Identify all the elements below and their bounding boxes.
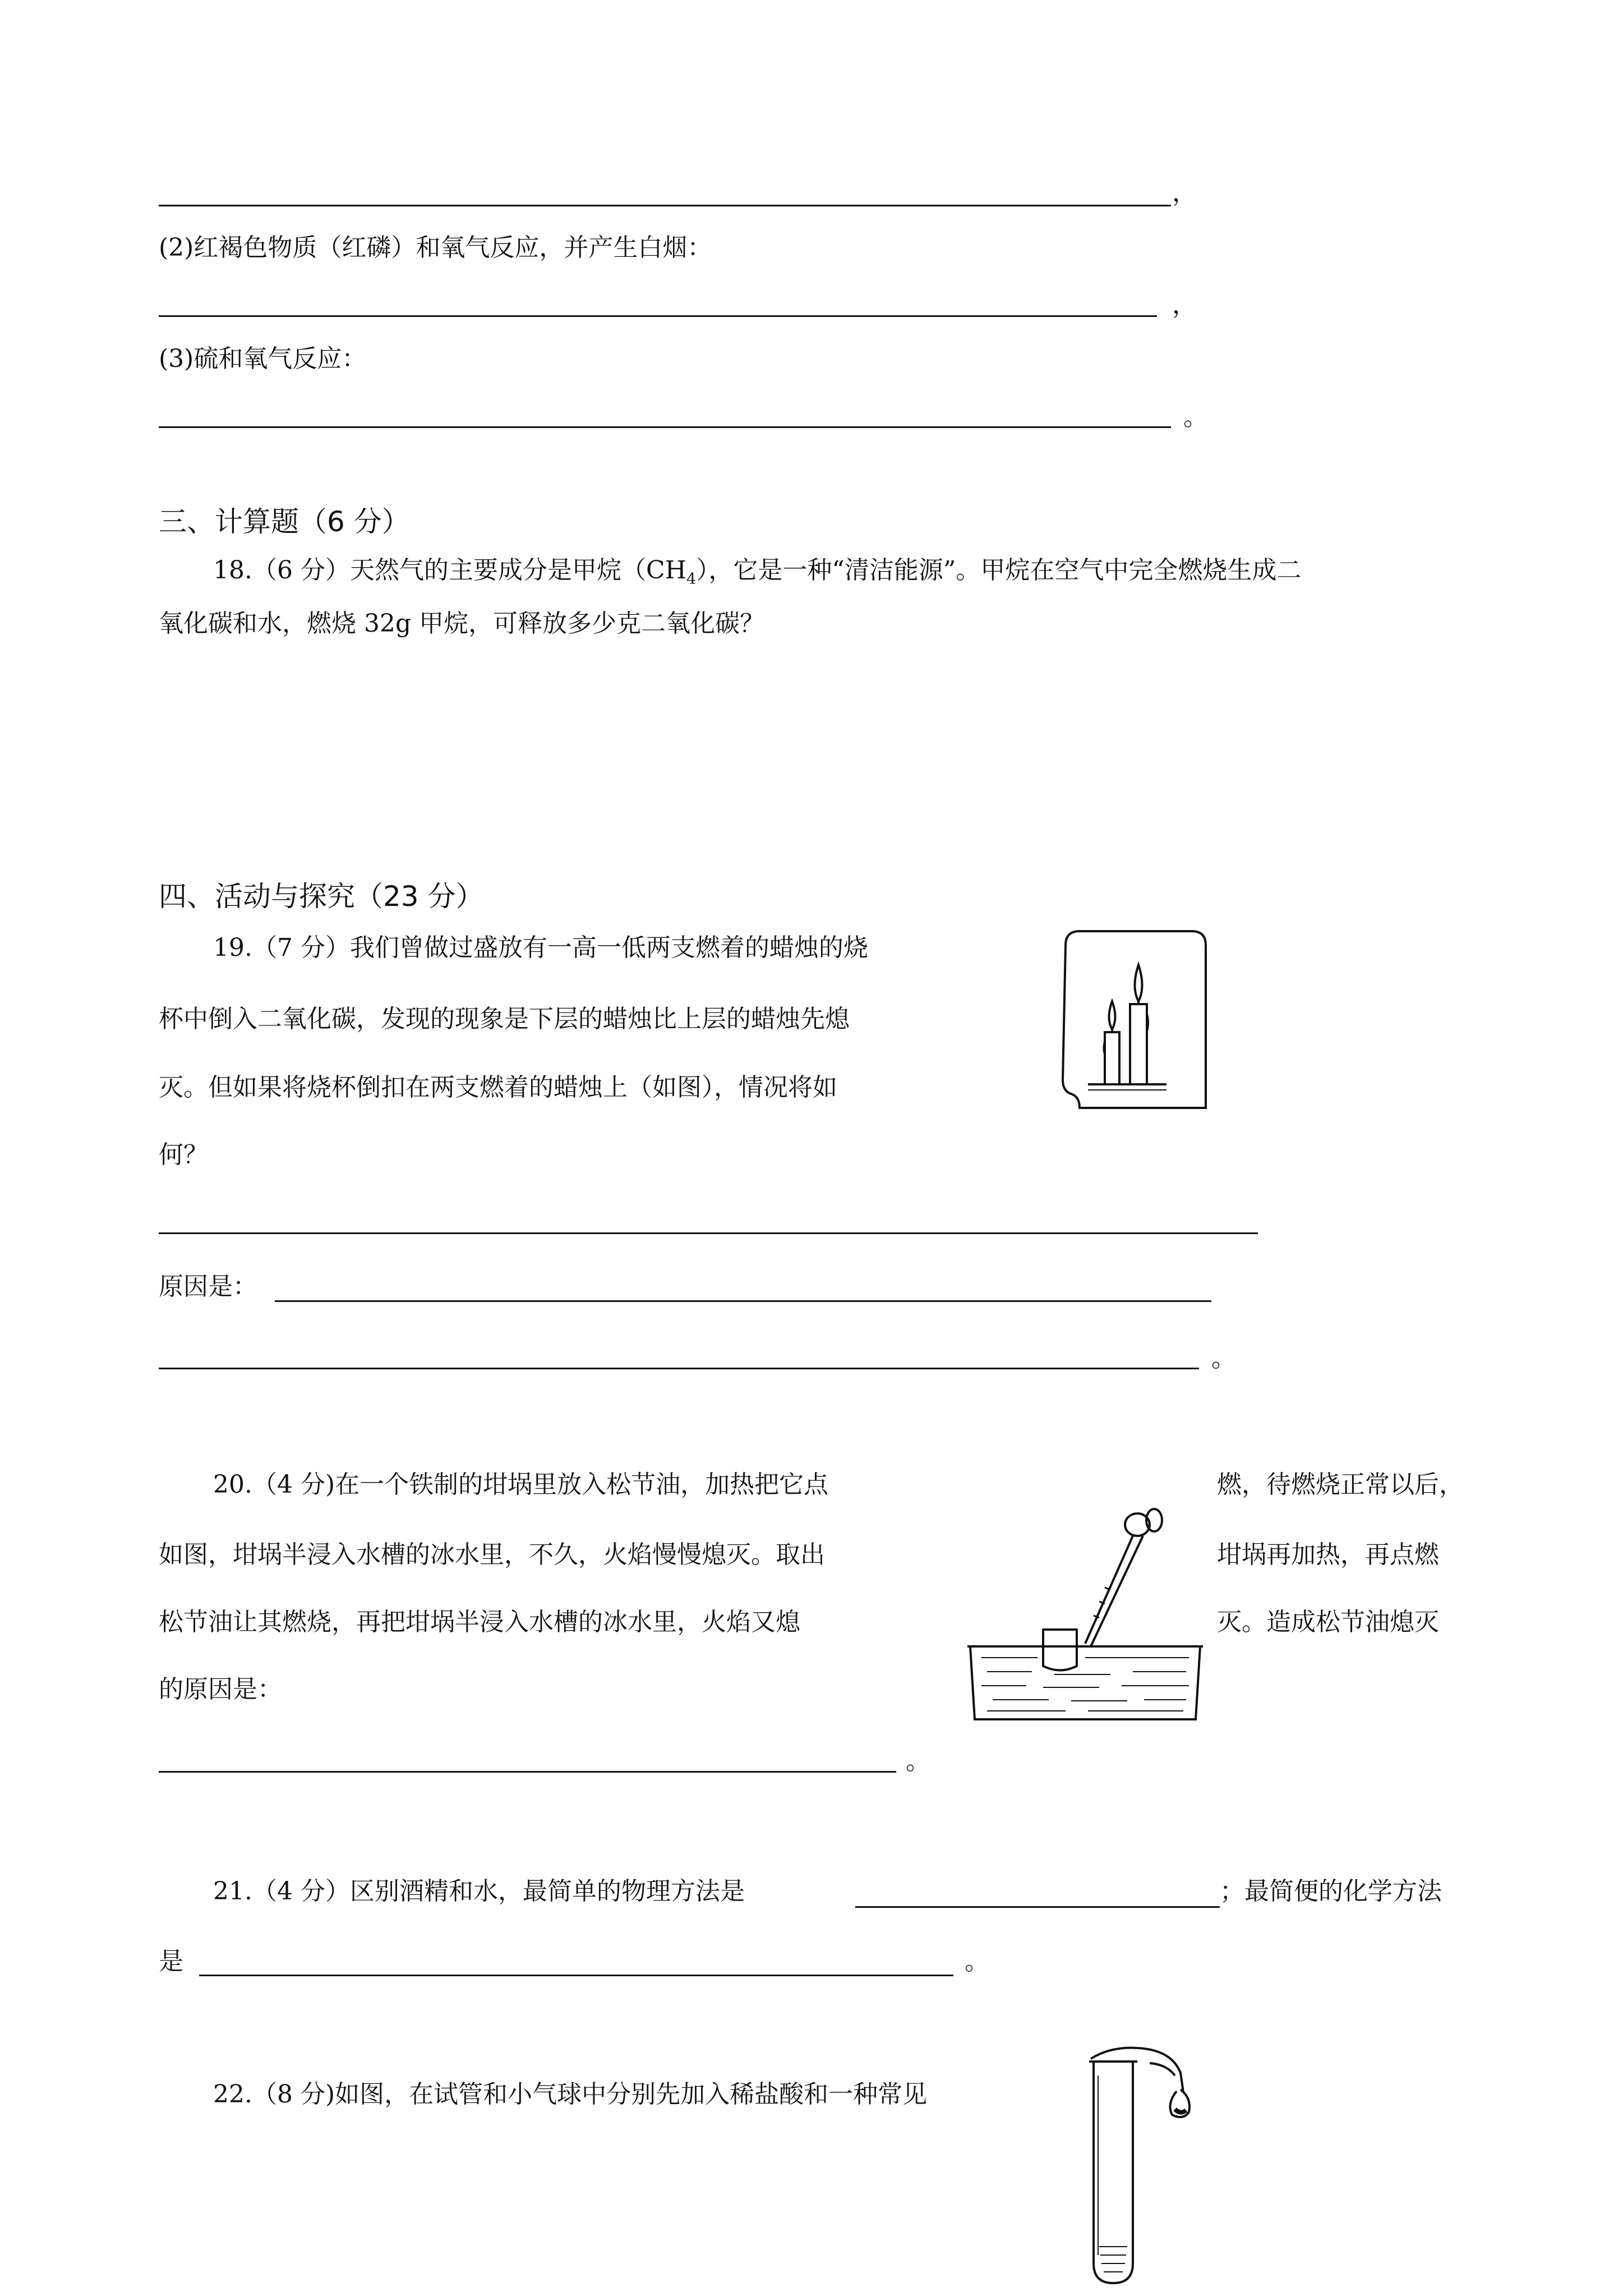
question-text-part: 18.（6 分）天然气的主要成分是甲烷（CH <box>213 556 686 585</box>
question-text: 松节油让其燃烧，再把坩埚半浸入水槽的冰水里，火焰又熄 <box>159 1608 800 1636</box>
inverted-beaker-candles-figure <box>1054 928 1223 1114</box>
section-heading: 三、计算题（6 分） <box>159 505 410 538</box>
answer-blank[interactable] <box>199 1975 953 1976</box>
question-text: 杯中倒入二氧化碳，发现的现象是下层的蜡烛比上层的蜡烛先熄 <box>159 1005 850 1033</box>
punctuation: 。 <box>1183 403 1208 431</box>
answer-line[interactable] <box>159 315 1157 317</box>
question-text: 如图，坩埚半浸入水槽的冰水里，不久，火焰慢慢熄灭。取出 <box>159 1540 825 1569</box>
crucible-water-trough-figure <box>965 1503 1206 1728</box>
answer-line[interactable] <box>159 1771 896 1773</box>
question-text: 何？ <box>159 1140 208 1169</box>
punctuation: 。 <box>1211 1344 1236 1373</box>
question-text: 19.（7 分）我们曾做过盛放有一高一低两支燃着的蜡烛的烧 <box>213 933 868 962</box>
test-tube-balloon-figure <box>1082 2042 1211 2289</box>
punctuation: 。 <box>906 1747 930 1775</box>
question-item: (2)红褐色物质（红磷）和氧气反应，并产生白烟： <box>159 233 712 262</box>
question-text: 21.（4 分）区别酒精和水，最简单的物理方法是 <box>213 1877 745 1906</box>
punctuation: 。 <box>965 1947 989 1976</box>
answer-label: 原因是： <box>159 1272 257 1301</box>
question-text-part: ），它是一种“清洁能源”。甲烷在空气中完全燃烧生成二 <box>696 556 1302 585</box>
question-text: 灭。但如果将烧杯倒扣在两支燃着的蜡烛上（如图），情况将如 <box>159 1073 837 1102</box>
section-heading: 四、活动与探究（23 分） <box>159 880 484 913</box>
question-text: ；最简便的化学方法 <box>1220 1877 1442 1906</box>
answer-line[interactable] <box>275 1300 1211 1302</box>
answer-line[interactable] <box>159 1232 1258 1234</box>
question-text: 氧化碳和水，燃烧 32g 甲烷，可释放多少克二氧化碳？ <box>159 609 765 638</box>
question-text: 是 <box>159 1947 183 1976</box>
question-text: 坩埚再加热，再点燃 <box>1217 1540 1439 1569</box>
question-text: 22.（8 分)如图，在试管和小气球中分别先加入稀盐酸和一种常见 <box>213 2080 928 2109</box>
question-text: 燃，待燃烧正常以后， <box>1217 1470 1464 1499</box>
answer-blank[interactable] <box>855 1906 1220 1908</box>
question-text: 20.（4 分)在一个铁制的坩埚里放入松节油，加热把它点 <box>213 1470 829 1499</box>
punctuation: ， <box>1172 291 1197 319</box>
answer-line[interactable] <box>159 1368 1199 1369</box>
question-text <box>213 556 1302 588</box>
answer-line[interactable] <box>159 426 1171 428</box>
question-item: (3)硫和氧气反应： <box>159 344 367 373</box>
question-text: 的原因是： <box>159 1675 282 1704</box>
question-text: 灭。造成松节油熄灭 <box>1217 1608 1439 1636</box>
answer-line[interactable] <box>159 205 1171 206</box>
subscript: 4 <box>686 570 697 588</box>
punctuation: ， <box>1172 178 1197 207</box>
